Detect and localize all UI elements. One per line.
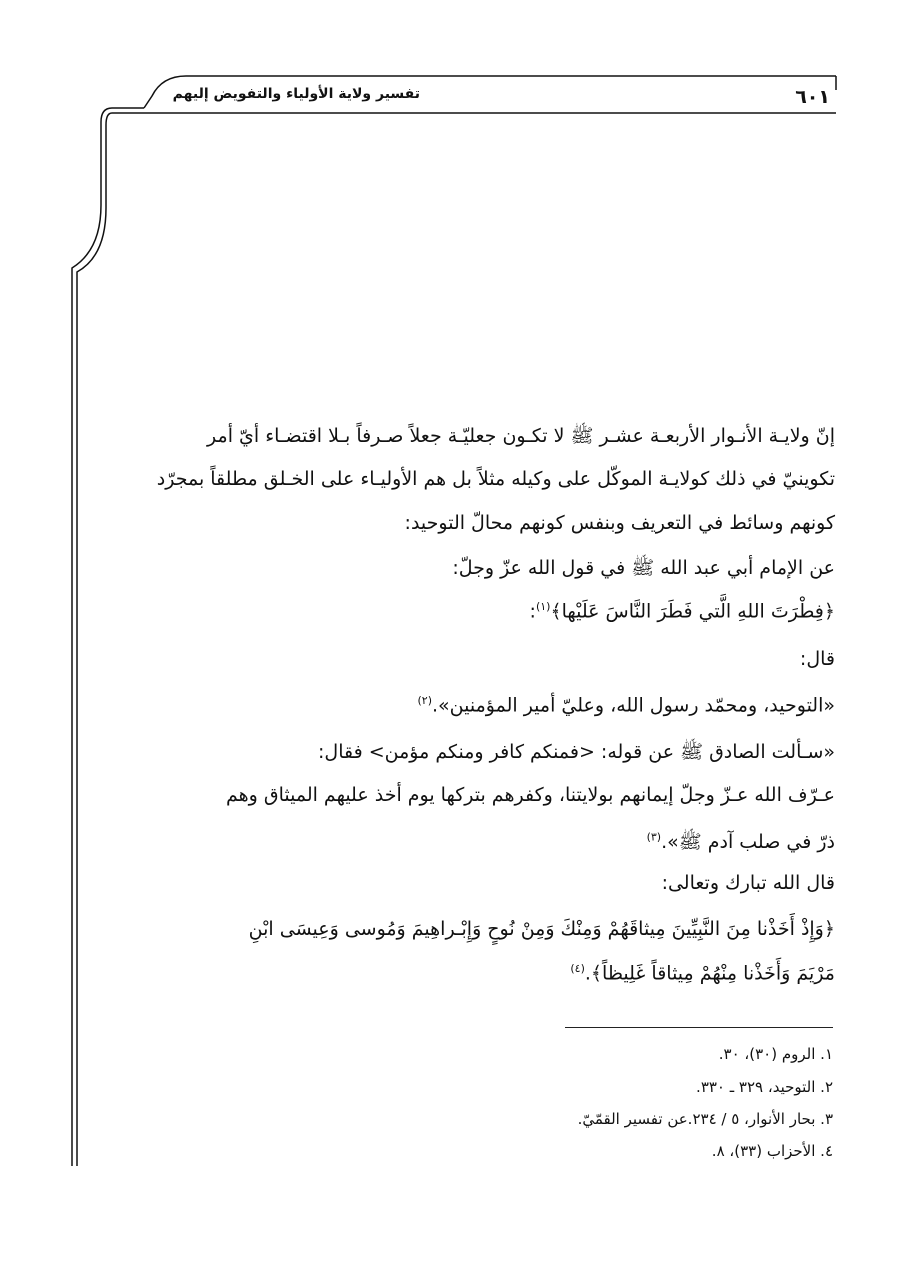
page-number: ٦٠١ <box>795 86 830 108</box>
note-mark-4: (٤) <box>570 962 585 975</box>
footnote-1: ١. الروم (٣٠)، ٣٠. <box>718 1045 833 1063</box>
quote-sadiq-answer-2: ذرّ في صلب آدم ﷺ».$^{(٣)}$ <box>646 830 835 853</box>
quote-sadiq-answer-1: عـرّف الله عـزّ وجلّ إيمانهم بولايتنا، وكفرهم بتركها يوم أخذ عليهم الميثاق وهم <box>225 784 835 806</box>
note-mark-2: (٢) <box>417 694 433 707</box>
quran-verse-2-line-1: ﴿وَإِذْ أَخَذْنا مِنَ النَّبِيِّينَ مِيثاقَهُمْ وَمِنْكَ وَمِنْ نُوحٍ وَإِبْـراهِيمَ وَمُوسى وَعِيسَى ابْنِ <box>248 918 835 940</box>
note-mark-3: (٣) <box>646 830 662 844</box>
qala-line: قال: <box>799 648 835 670</box>
qala-allah-line: قال الله تبارك وتعالى: <box>661 872 835 894</box>
quran-verse-1: ﴿فِطْرَتَ اللهِ الَّتي فَطَرَ النَّاسَ عَلَيْها﴾$^{(١)}$: <box>529 600 835 623</box>
paragraph-line-2: تكوينيّ في ذلك كولايـة الموكّل على وكيله مثلاً بل هم الأوليـاء على الخـلق مطلقاً بمجرّد <box>156 468 835 490</box>
note-mark-1: (١) <box>535 600 551 613</box>
footnote-4: ٤. الأحزاب (٣٣)، ٨. <box>711 1142 833 1160</box>
quote-sadiq-question: «سـألت الصادق ﷺ عن قوله: <فمنكم كافر ومنكم مؤمن> فقال: <box>318 741 835 763</box>
quote-tawhid: «التوحيد، ومحمّد رسول الله، وعليّ أمير المؤمنين».$^{(٢)}$ <box>417 694 835 717</box>
footnote-3: ٣. بحار الأنوار، ٥ / ٢٣٤.عن تفسير القمّيّ. <box>577 1110 833 1128</box>
quran-verse-2-line-2: مَرْيَمَ وَأَخَذْنا مِنْهُمْ مِيثاقاً غَلِيظاً﴾.$^{(٤)}$ <box>570 962 835 985</box>
footnote-2: ٢. التوحيد، ٣٢٩ ـ ٣٣٠. <box>696 1078 833 1096</box>
running-title: تفسير ولاية الأولياء والتفويض إليهم <box>172 86 420 102</box>
paragraph-line-1: إنّ ولايـة الأنـوار الأربعـة عشـر ﷺ لا تكـون جعليّـة جعلاً صـرفاً بـلا اقتضـاء أيّ أمر <box>207 425 835 447</box>
paragraph-line-3: كونهم وسائط في التعريف وبنفس كونهم محالّ التوحيد: <box>404 512 835 534</box>
footnote-divider <box>565 1027 833 1028</box>
hadith-intro: عن الإمام أبي عبد الله ﷺ في قول الله عزّ وجلّ: <box>452 557 835 579</box>
